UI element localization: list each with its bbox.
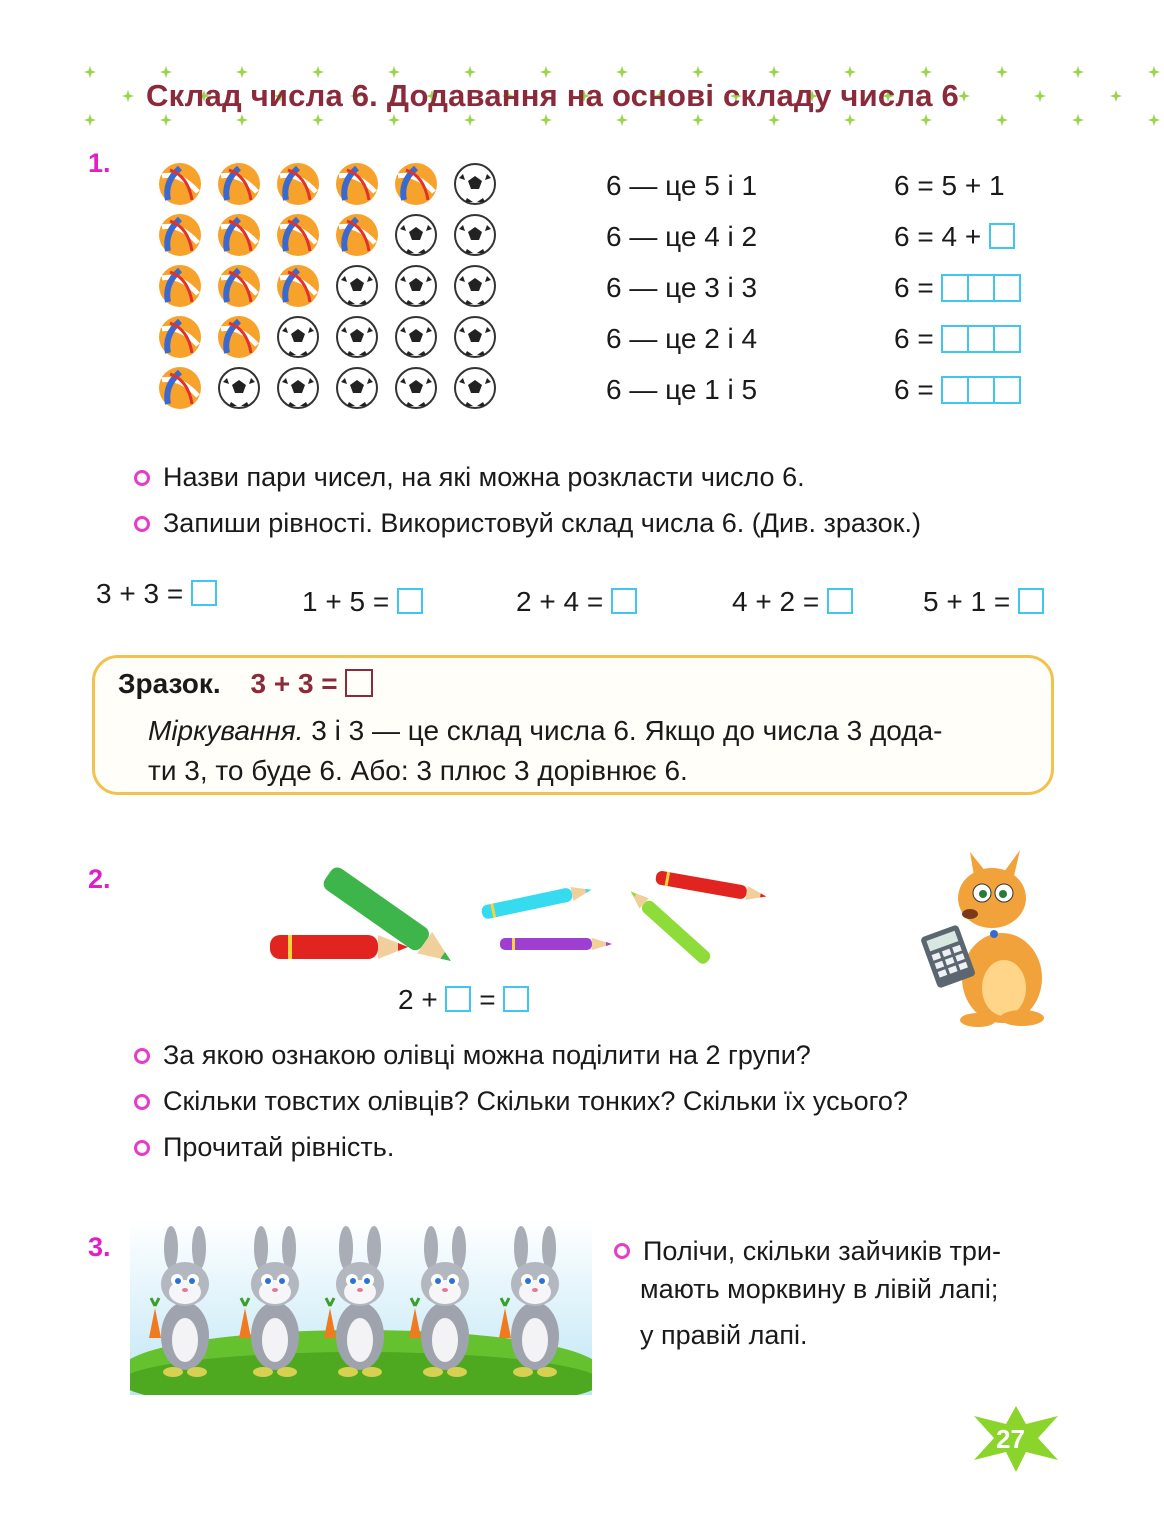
- volleyball-icon: [158, 264, 202, 308]
- volleyball-icon: [276, 213, 320, 257]
- fact-line: 6 — це 4 і 2: [606, 221, 758, 252]
- page-title: Склад числа 6. Додавання на основі складу числа 6: [146, 78, 959, 113]
- volleyball-icon: [394, 162, 438, 206]
- equation-row: 6 = 4 +: [894, 221, 1019, 272]
- sample-label: Зразок.: [118, 668, 221, 699]
- cyan-pencil: [481, 883, 593, 920]
- reasoning-line-1: Міркування. 3 і 3 — це склад числа 6. Якщо до числа 3 дода-: [148, 715, 943, 746]
- answer-box[interactable]: [503, 986, 529, 1012]
- answer-boxes[interactable]: [941, 325, 1019, 353]
- purple-pencil: [500, 938, 612, 950]
- volleyball-icon: [217, 264, 261, 308]
- kangaroo-with-calculator: [912, 848, 1062, 1028]
- reasoning-line-2: ти 3, то буде 6. Або: 3 плюс 3 дорівнює 6.: [148, 755, 688, 786]
- sample-header: [118, 668, 373, 700]
- sample-answer-box: [345, 669, 373, 697]
- sample-expression: 3 + 3 =: [250, 668, 338, 699]
- instruction-bullet: Запиши рівності. Використовуй склад числа 6. (Див. зразок.): [134, 508, 921, 539]
- volleyball-icon: [217, 315, 261, 359]
- volleyball-icon: [276, 264, 320, 308]
- instruction-bullet: Скільки товстих олівців? Скільки тонких? Скільки їх усього?: [134, 1086, 908, 1117]
- instruction-bullet: За якою ознакою олівці можна поділити на 2 групи?: [134, 1040, 811, 1071]
- answer-box[interactable]: [397, 588, 423, 614]
- lightgreen-pencil: [626, 886, 713, 966]
- fact-line: 6 — це 2 і 4: [606, 323, 758, 354]
- task-2-equation: 2 + =: [398, 984, 529, 1016]
- equation-row: 6 =: [894, 374, 1019, 425]
- soccer-ball-icon: [453, 315, 497, 359]
- composition-equations: [894, 170, 1019, 425]
- pencils-illustration: [260, 855, 790, 980]
- fact-line: 6 — це 5 і 1: [606, 170, 758, 201]
- task-2-number: 2.: [88, 864, 111, 894]
- volleyball-icon: [158, 162, 202, 206]
- volleyball-icon: [158, 213, 202, 257]
- exercise: 1 + 5 =: [302, 586, 423, 618]
- bullet-icon: [134, 516, 150, 532]
- volleyball-icon: [217, 213, 261, 257]
- bullet-icon: [134, 1140, 150, 1156]
- volleyball-icon: [335, 162, 379, 206]
- fact-line: 6 — це 1 і 5: [606, 374, 758, 405]
- bunnies-illustration: [130, 1220, 592, 1395]
- composition-facts: [606, 170, 757, 425]
- page-number: 27: [996, 1424, 1025, 1454]
- instruction-bullet: Назви пари чисел, на які можна розкласти число 6.: [134, 462, 805, 493]
- exercise: 3 + 3 =: [96, 578, 217, 610]
- task-3-number: 3.: [88, 1232, 111, 1262]
- task-3-text: Полічи, скільки зайчиків три- мають морквину в лівій лапі; у правій лапі.: [614, 1228, 1001, 1366]
- instruction-bullet: Прочитай рівність.: [134, 1132, 394, 1163]
- soccer-ball-icon: [217, 366, 261, 410]
- balls-grid: [158, 162, 508, 432]
- soccer-ball-icon: [394, 213, 438, 257]
- volleyball-icon: [217, 162, 261, 206]
- soccer-ball-icon: [394, 366, 438, 410]
- volleyball-icon: [335, 213, 379, 257]
- volleyball-icon: [158, 366, 202, 410]
- soccer-ball-icon: [335, 315, 379, 359]
- equation-row: 6 =: [894, 323, 1019, 374]
- soccer-ball-icon: [453, 264, 497, 308]
- answer-box[interactable]: [827, 588, 853, 614]
- answer-box[interactable]: [191, 580, 217, 606]
- fact-line: 6 — це 3 і 3: [606, 272, 758, 303]
- answer-box[interactable]: [989, 223, 1015, 249]
- soccer-ball-icon: [276, 315, 320, 359]
- soccer-ball-icon: [394, 264, 438, 308]
- exercise: 2 + 4 =: [516, 586, 637, 618]
- soccer-ball-icon: [453, 162, 497, 206]
- bullet-icon: [134, 1094, 150, 1110]
- volleyball-icon: [276, 162, 320, 206]
- answer-box[interactable]: [611, 588, 637, 614]
- bullet-icon: [134, 470, 150, 486]
- answer-box[interactable]: [445, 986, 471, 1012]
- exercise: 4 + 2 =: [732, 586, 853, 618]
- soccer-ball-icon: [453, 366, 497, 410]
- soccer-ball-icon: [394, 315, 438, 359]
- red-pencil-thin: [655, 870, 768, 903]
- soccer-ball-icon: [335, 264, 379, 308]
- exercise: 5 + 1 =: [923, 586, 1044, 618]
- task-1-number: 1.: [88, 148, 111, 178]
- soccer-ball-icon: [453, 213, 497, 257]
- equation-row: 6 =: [894, 272, 1019, 323]
- answer-boxes[interactable]: [941, 376, 1019, 404]
- red-pencil-thick: [270, 935, 408, 959]
- soccer-ball-icon: [335, 366, 379, 410]
- equation-example: 6 = 5 + 1: [894, 170, 1005, 201]
- volleyball-icon: [158, 315, 202, 359]
- answer-box[interactable]: [1018, 588, 1044, 614]
- answer-boxes[interactable]: [941, 274, 1019, 302]
- soccer-ball-icon: [276, 366, 320, 410]
- bullet-icon: [134, 1048, 150, 1064]
- bullet-icon: [614, 1243, 630, 1259]
